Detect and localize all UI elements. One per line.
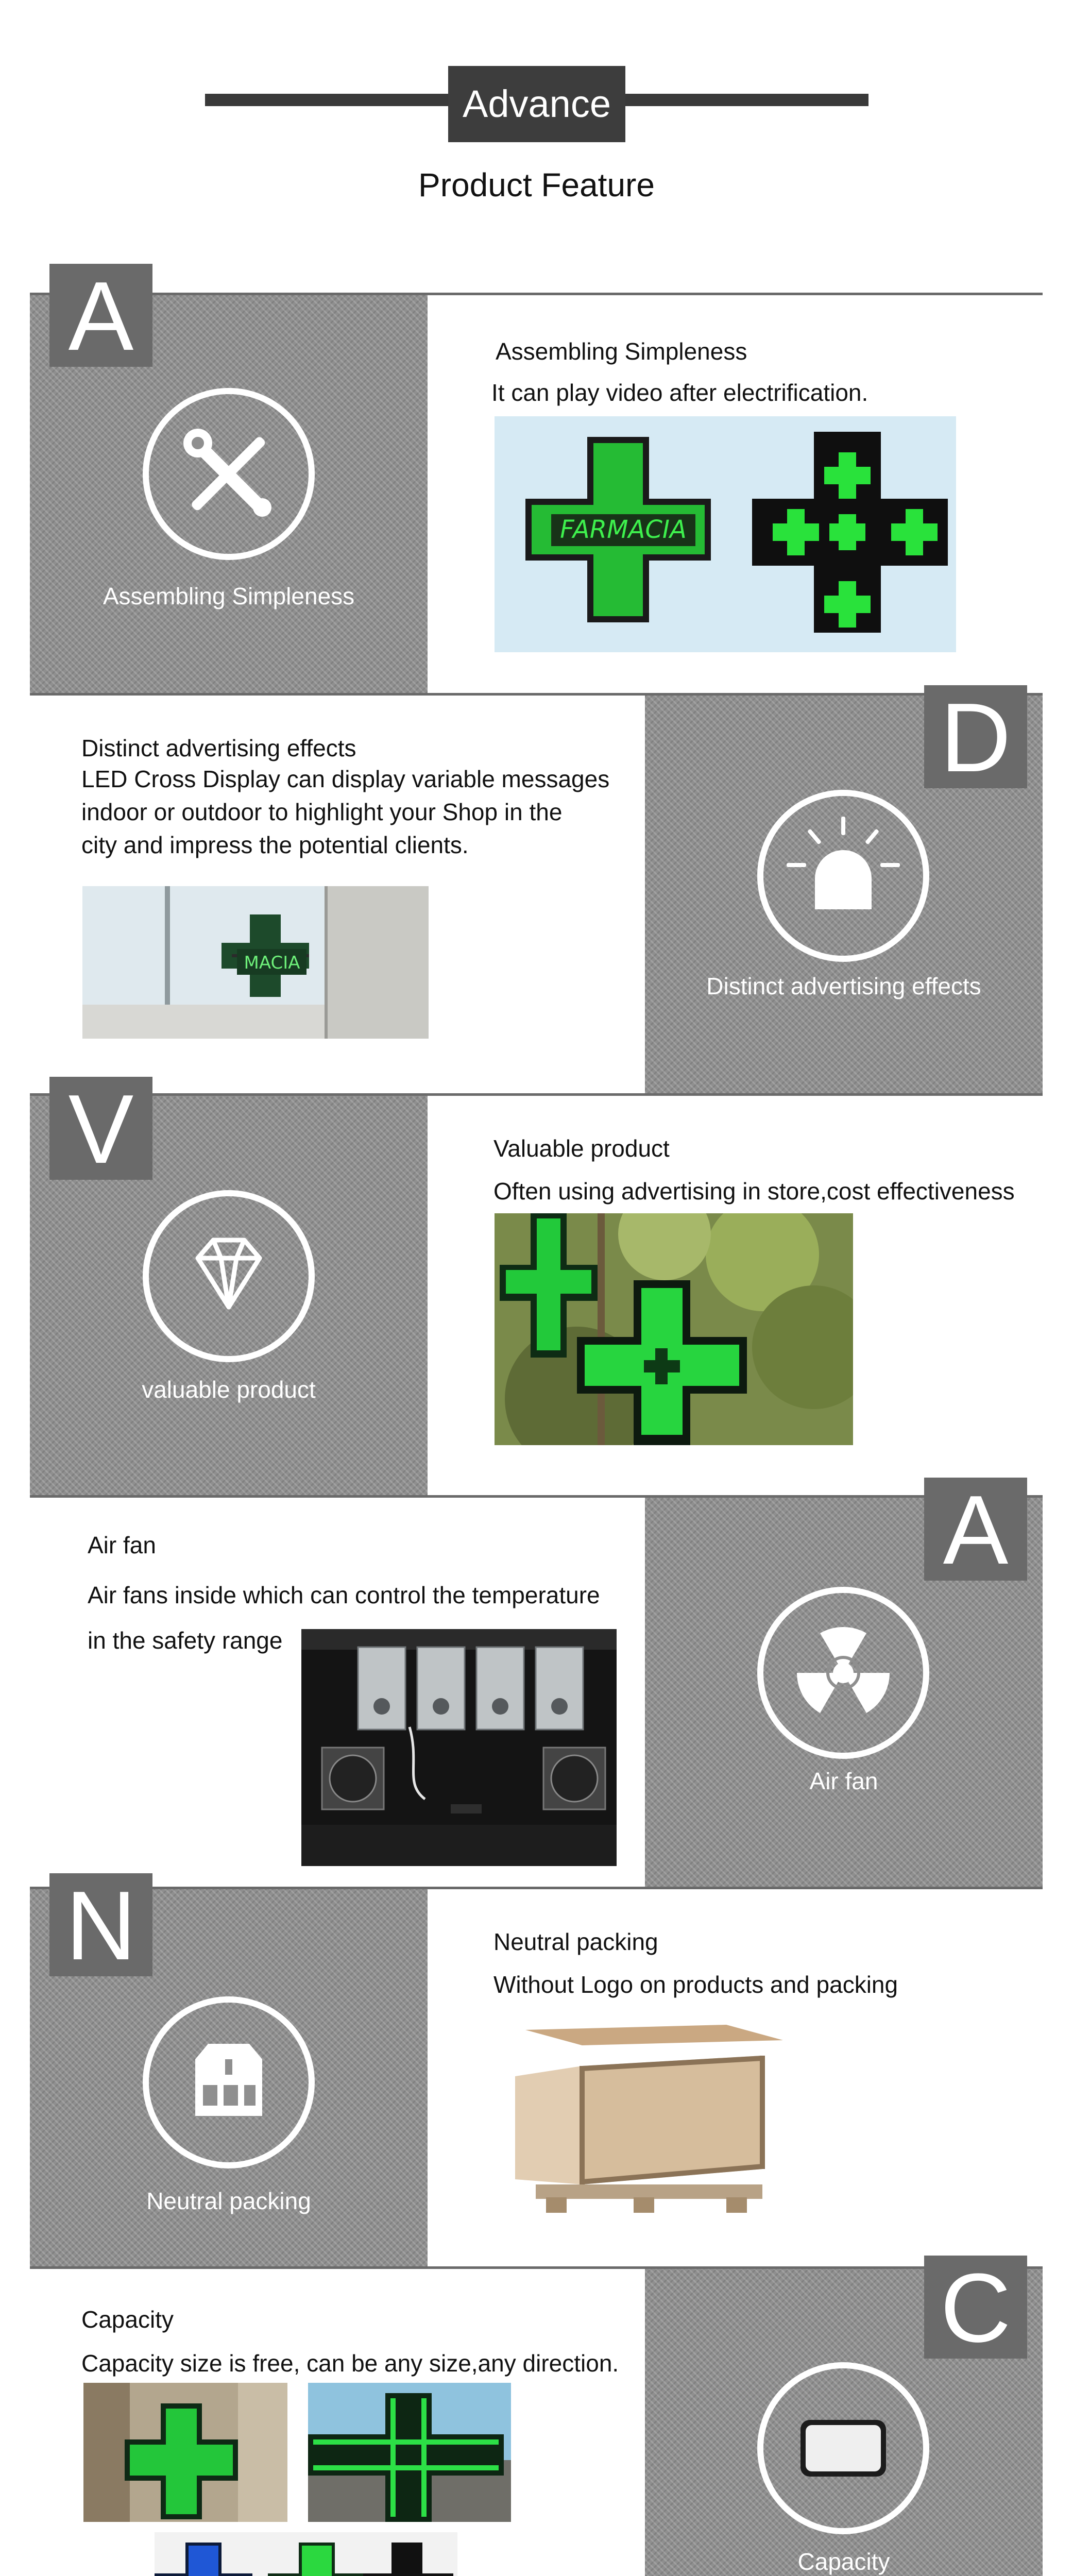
section-3-body: Often using advertising in store,cost effectiveness [493, 1178, 1015, 1205]
header-rule-right [622, 94, 868, 106]
siren-icon [763, 796, 923, 956]
section-6-photo-signs [155, 2532, 457, 2576]
section-6-photo-street [83, 2383, 287, 2522]
section-2-photo [82, 886, 429, 1039]
section-6-letter: C [924, 2256, 1027, 2359]
section-1-body: It can play video after electrification. [491, 379, 868, 406]
section-6-photo-cross [308, 2383, 511, 2522]
section-6-icon-label: Capacity [797, 2548, 890, 2575]
display-panel-icon [763, 2368, 923, 2528]
tools-icon [149, 394, 309, 554]
section-1-title: Assembling Simpleness [496, 338, 747, 365]
header-subtitle: Product Feature [418, 166, 655, 204]
section-2-body: LED Cross Display can display variable messages indoor or outdoor to highlight your Shop in the city and impress the potential clients. [81, 766, 610, 858]
section-3-icon-label: valuable product [142, 1376, 316, 1403]
section-5-icon-label: Neutral packing [146, 2188, 311, 2214]
package-icon [149, 2003, 309, 2162]
section-2-title: Distinct advertising effects [81, 735, 356, 761]
section-4-letter: A [924, 1478, 1027, 1581]
section-4-icon-label: Air fan [809, 1768, 878, 1794]
section-4-title: Air fan [88, 1532, 156, 1558]
section-5-title: Neutral packing [493, 1928, 658, 1955]
diamond-icon [149, 1196, 309, 1356]
section-1-icon-label: Assembling Simpleness [103, 583, 355, 609]
section-3-letter: V [49, 1077, 152, 1180]
section-5-body: Without Logo on products and packing [493, 1971, 898, 1998]
section-5-letter: N [49, 1873, 152, 1976]
fan-icon [763, 1593, 923, 1753]
section-6-icon-circle [757, 2362, 929, 2534]
section-3-icon-circle [143, 1190, 315, 1362]
section-2-letter: D [924, 685, 1027, 788]
section-5-photo [505, 2014, 798, 2231]
section-2-icon-circle [757, 790, 929, 962]
section-1-letter: A [49, 264, 152, 367]
section-4-body: Air fans inside which can control the temperature in the safety range [88, 1582, 600, 1654]
section-6-body: Capacity size is free, can be any size,any direction. [81, 2350, 619, 2377]
section-4-photo [301, 1629, 617, 1866]
section-3-photo [495, 1213, 853, 1445]
section-4-icon-circle [757, 1587, 929, 1759]
header-rule-left [205, 94, 451, 106]
section-2-icon-label: Distinct advertising effects [706, 973, 981, 999]
svg-text:FARMACIA: FARMACIA [560, 515, 687, 544]
section-3-title: Valuable product [493, 1135, 670, 1162]
svg-text:MACIA: MACIA [244, 953, 300, 973]
section-1-icon-circle [143, 388, 315, 560]
section-6-title: Capacity [81, 2306, 174, 2333]
section-5-icon-circle [143, 1996, 315, 2168]
header-title: Advance [448, 66, 625, 142]
section-1-photo [495, 416, 956, 652]
